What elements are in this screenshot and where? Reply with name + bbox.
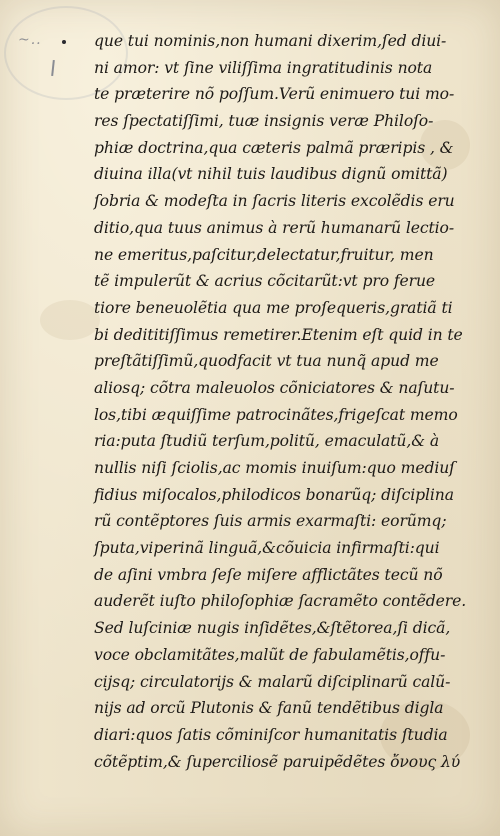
- text-line: bi dedititiſſimus remetirer.Etenim eſt quid in te: [94, 325, 463, 344]
- text-line: fidius miſocalos,philodicos bonarũq; diſciplina: [94, 485, 454, 504]
- page-text-block: [94, 28, 466, 775]
- text-line: ne emeritus,paſcitur,delectatur,fruitur, men: [94, 245, 434, 264]
- text-line: ni amor: vt ſine viliſſima ingratitudinis nota: [94, 58, 433, 77]
- marginal-ink-mark: ~..: [18, 32, 42, 48]
- text-line: rũ contẽptores ſuis armis exarmaſti: eorũmq;: [94, 512, 447, 531]
- text-line: aliosq; cõtra maleuolos cõniciatores & naſutu-: [94, 378, 455, 397]
- text-line: phiæ doctrina,qua cæteris palmã præripis , &: [94, 138, 454, 157]
- text-line: diuina illa(vt nihil tuis laudibus dignũ omittã): [94, 165, 448, 184]
- text-line: Sed luſciniæ nugis inſidẽtes,&ſtẽtorea,ſi dicã,: [94, 619, 451, 638]
- text-line: ſobria & modeſta in ſacris literis excolẽdis eru: [94, 192, 455, 211]
- text-line: auderẽt iuſto philoſophiæ ſacramẽto contẽdere.: [94, 592, 467, 611]
- marginal-dot: [62, 40, 66, 44]
- text-line: de aſini vmbra ſeſe miſere afflictãtes tecũ nõ: [94, 565, 443, 584]
- text-line: que tui nominis,non humani dixerim,ſed diui-: [94, 32, 447, 50]
- text-line: voce obclamitãtes,malũt de fabulamẽtis,offu-: [94, 645, 446, 664]
- text-line: te præterire nõ poſſum.Verũ enimuero tui mo-: [94, 85, 455, 104]
- text-line: cõtẽptim,& ſuperciliosẽ paruipẽdẽtes ὄνους λύ: [94, 752, 461, 771]
- text-line: preſtãtiſſimũ,quodfacit vt tua nunq̃ apud me: [94, 352, 439, 371]
- text-line: nijs ad orcũ Plutonis & fanũ tendẽtibus digla: [94, 699, 444, 718]
- text-line: diari:quos ſatis cõminiſcor humanitatis ſtudia: [94, 725, 448, 744]
- text-line: nullis niſi ſciolis,ac momis inuiſum:quo mediuſ: [94, 459, 455, 477]
- paper-stain: [40, 300, 100, 340]
- text-line: ditio,qua tuus animus à rerũ humanarũ lectio-: [94, 218, 454, 237]
- text-line: ſputa,viperinã linguã,&cõuicia infirmaſti:qui: [94, 539, 440, 558]
- text-line: res ſpectatiſſimi, tuæ insignis veræ Philoſo-: [94, 112, 434, 131]
- text-line: cijsq; circulatorijs & malarũ diſciplinarũ calũ-: [94, 672, 451, 691]
- text-line: ria:puta ſtudiũ terſum,politũ, emaculatũ,& à: [94, 432, 440, 451]
- text-line: tiore beneuolẽtia qua me proſequeris,gratiã ti: [94, 298, 453, 317]
- text-line: tẽ impulerũt & acrius cõcitarũt:vt pro ferue: [94, 272, 436, 291]
- text-line: los,tibi æquiſſime patrocinãtes,frigeſcat memo: [94, 405, 458, 424]
